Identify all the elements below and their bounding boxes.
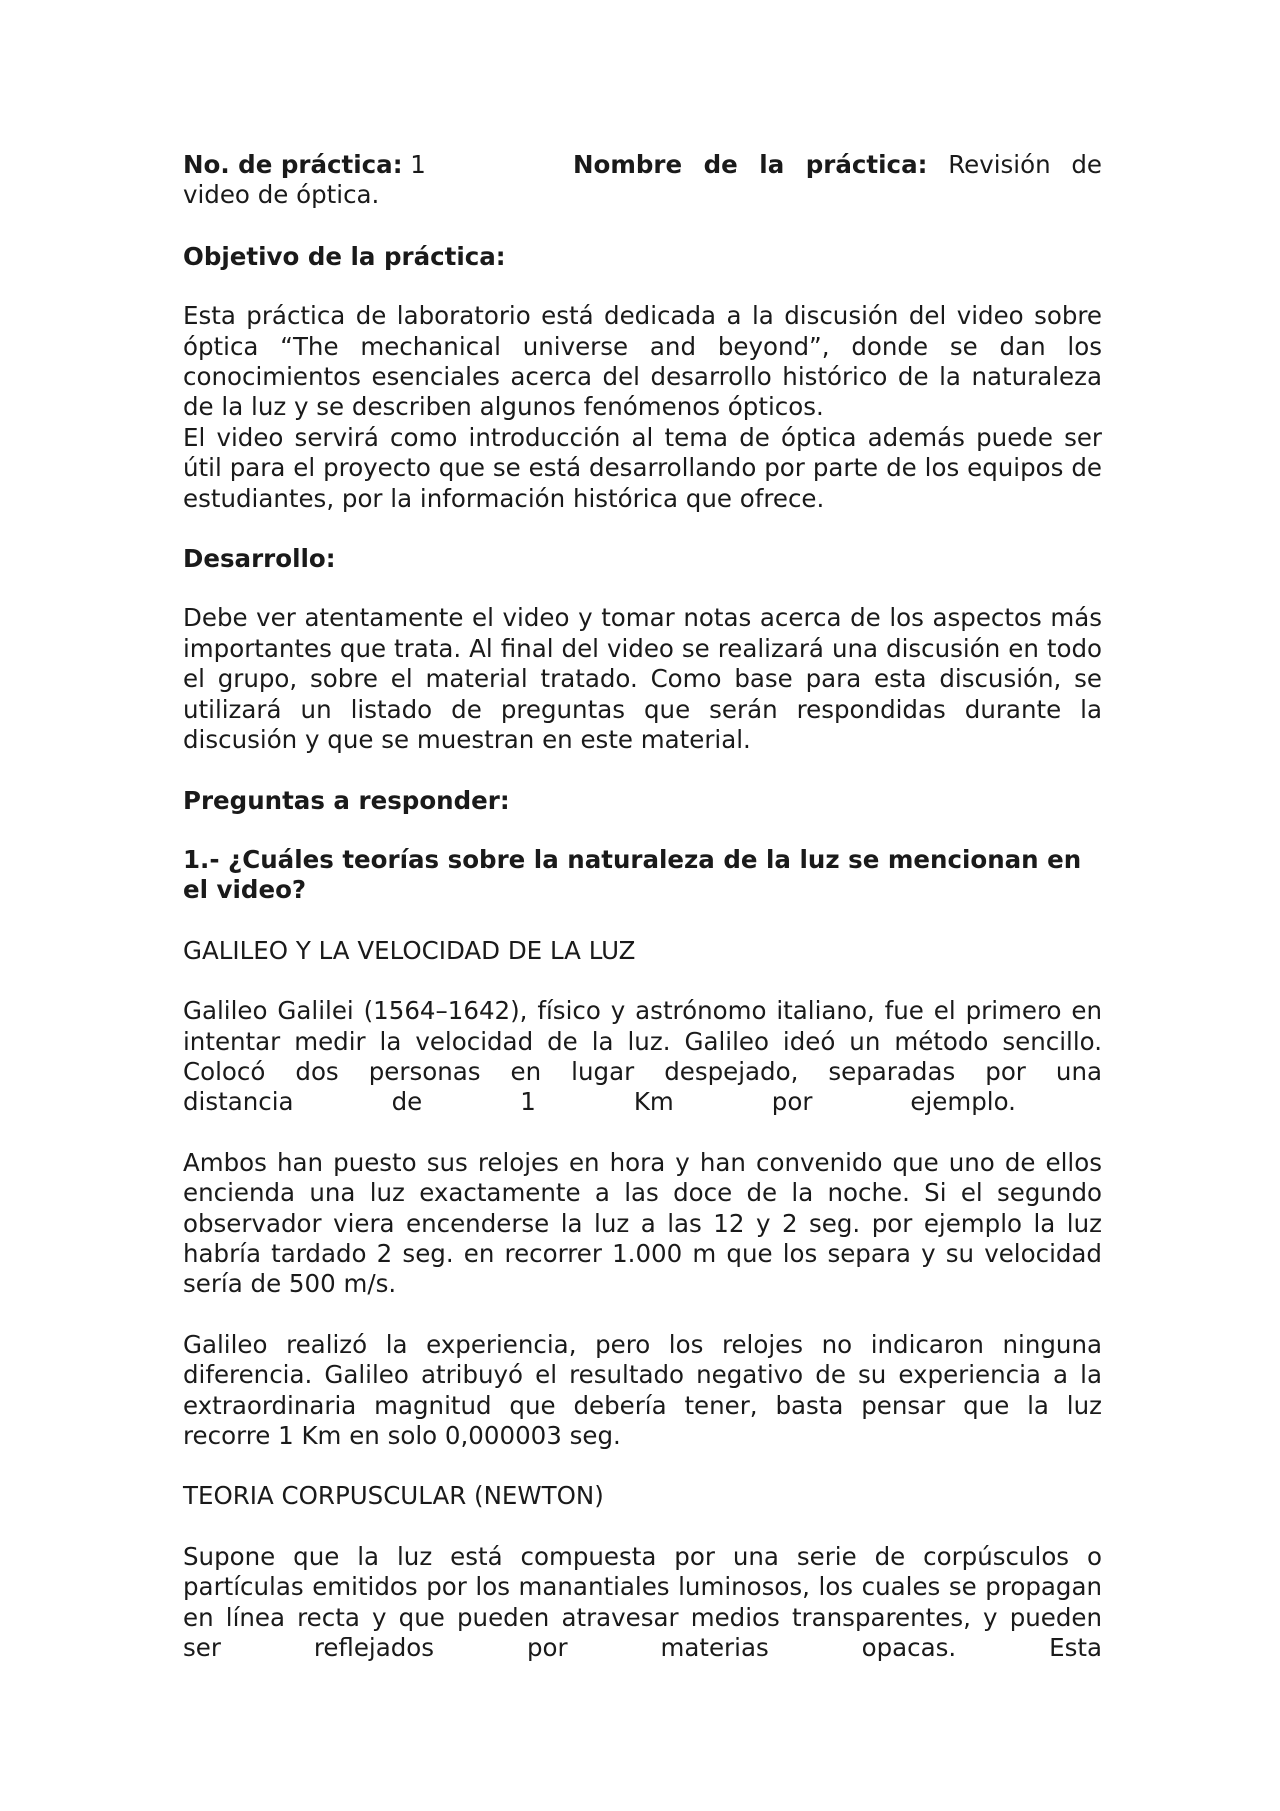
question-1: 1.- ¿Cuáles teorías sobre la naturaleza de la luz se mencionan en el video? — [183, 844, 1082, 905]
word: de — [391, 1087, 423, 1117]
development-paragraph: Debe ver atentamente el video y tomar notas acerca de los aspectos más importantes que trata. Al final del video se realizará una discusión en todo el grupo, sobre el material tratado. Como base para esta discusión, se utilizará un listado de preguntas que serán respondidas durante la discusión y que se muestran en este material. — [183, 603, 1102, 755]
practice-name-value: Revisión de — [948, 150, 1103, 179]
practice-header-line — [183, 150, 1102, 180]
galileo-paragraph-1-block — [183, 996, 1102, 1118]
practice-name-continuation: video de óptica. — [183, 180, 380, 210]
galileo-section-title: GALILEO Y LA VELOCIDAD DE LA LUZ — [183, 935, 636, 965]
objective-paragraph-2: El video servirá como introducción al tema de óptica además puede ser útil para el proyecto que se está desarrollando por parte de los equipos de estudiantes, por la información histórica que ofrece. — [183, 422, 1102, 513]
practice-header — [183, 150, 1102, 211]
practice-name-label: Nombre de la práctica: — [573, 150, 928, 179]
word: ejemplo. — [910, 1087, 1016, 1117]
galileo-paragraph-1-last-line — [183, 1087, 1102, 1117]
word: por — [771, 1087, 813, 1117]
questions-heading: Preguntas a responder: — [183, 785, 510, 815]
galileo-paragraph-2: Ambos han puesto sus relojes en hora y han convenido que uno de ellos encienda una luz exactamente a las doce de la noche. Si el segundo observador viera encenderse la luz a las 12 y 2 seg. por ejemplo la luz habría tardado 2 seg. en recorrer 1.000 m que los separa y su velocidad sería de 500 m/s. — [183, 1147, 1102, 1299]
practice-number-label: No. de práctica: — [183, 150, 403, 179]
newton-section-title: TEORIA CORPUSCULAR (NEWTON) — [183, 1481, 604, 1511]
galileo-paragraph-3: Galileo realizó la experiencia, pero los relojes no indicaron ninguna diferencia. Galileo atribuyó el resultado negativo de su experiencia a la extraordinaria magnitud que debería tener, basta pensar que la luz recorre 1 Km en solo 0,000003 seg. — [183, 1329, 1102, 1450]
development-heading: Desarrollo: — [183, 544, 336, 574]
objective-paragraph-1: Esta práctica de laboratorio está dedicada a la discusión del video sobre óptica “The mechanical universe and beyond”, donde se dan los conocimientos esenciales acerca del desarrollo histórico de la naturaleza de la luz y se describen algunos fenómenos ópticos. — [183, 301, 1102, 422]
word: Km — [633, 1087, 674, 1117]
objective-heading: Objetivo de la práctica: — [183, 241, 506, 271]
practice-number-value: 1 — [410, 150, 426, 179]
word: distancia — [183, 1087, 294, 1117]
word: 1 — [520, 1087, 536, 1117]
practice-name — [573, 150, 1102, 180]
newton-paragraph: Supone que la luz está compuesta por una serie de corpúsculos o partículas emitidos por los manantiales luminosos, los cuales se propagan en línea recta y que pueden atravesar medios transparentes, y pueden ser reflejados por materias opacas. Esta — [183, 1541, 1102, 1663]
galileo-paragraph-1: Galileo Galilei (1564–1642), físico y astrónomo italiano, fue el primero en intentar medir la velocidad de la luz. Galileo ideó un método sencillo. Colocó dos personas en lugar despejado, separadas por una — [183, 996, 1102, 1086]
practice-number — [183, 150, 573, 180]
document-page — [183, 150, 1102, 1693]
